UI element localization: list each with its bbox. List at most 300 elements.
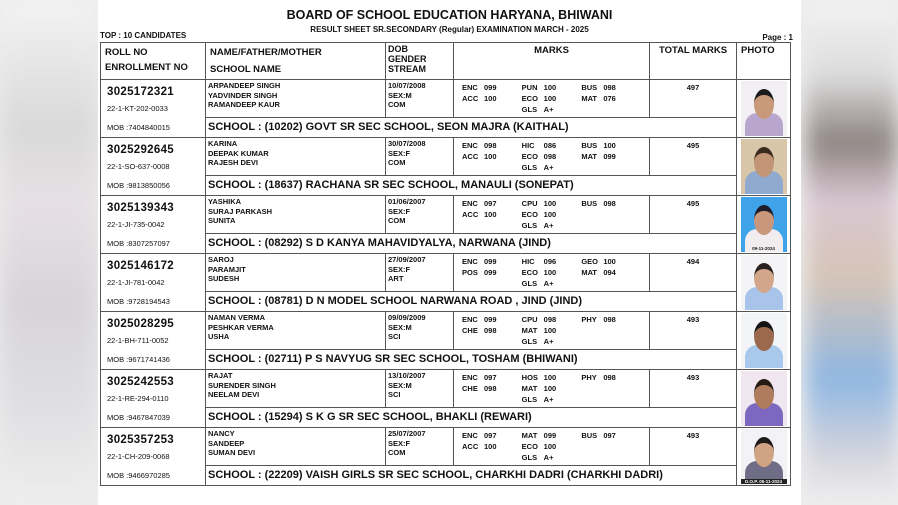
- column-header-marks: MARKS: [454, 43, 650, 80]
- subject-score: 098: [484, 326, 497, 335]
- enrollment-number: 22-1-BH-711-0052: [107, 336, 169, 345]
- name-header: NAME/FATHER/MOTHER: [210, 47, 322, 58]
- dob-header: DOB: [388, 44, 408, 54]
- candidate-row-top: [101, 254, 791, 292]
- subject-code: [462, 278, 484, 289]
- subject-score: A+: [543, 453, 554, 462]
- subject-code: ECO: [521, 152, 538, 161]
- subject-mark-empty: [462, 394, 522, 405]
- photo-cell: [737, 312, 791, 370]
- name-cell: [206, 80, 386, 118]
- subject-code: ENC: [462, 257, 478, 266]
- marks-cell: [454, 138, 650, 176]
- board-title: BOARD OF SCHOOL EDUCATION HARYANA, BHIWANI: [286, 8, 613, 22]
- enrollment-header: ENROLLMENT NO: [105, 62, 188, 73]
- marks-cell: [454, 196, 650, 234]
- subject-mark-hic: [522, 140, 582, 151]
- subject-mark-empty: [581, 394, 641, 405]
- subject-mark-empty: [581, 209, 641, 220]
- subject-code: [462, 336, 484, 347]
- subject-score: 100: [543, 442, 557, 451]
- photo-head-shape: [754, 263, 774, 293]
- stream: SCI: [388, 332, 401, 341]
- top-candidates-label: TOP : 10 CANDIDATES: [100, 31, 187, 40]
- page-number: Page : 1: [762, 33, 793, 42]
- subject-code: HIC: [521, 141, 535, 150]
- subject-code: ACC: [462, 152, 479, 161]
- father-name: SURENDER SINGH: [208, 380, 276, 390]
- subject-score: 096: [543, 257, 557, 266]
- results-table: [100, 42, 791, 486]
- enrollment-number: 22-1-KT-202-0033: [107, 104, 168, 113]
- dob-cell: [386, 196, 454, 234]
- subject-mark-eco: [522, 151, 582, 162]
- marks-grid: [462, 198, 641, 231]
- photo-head-shape: [754, 437, 774, 467]
- subject-mark-eco: [522, 93, 582, 104]
- subject-code: POS: [462, 268, 478, 277]
- subject-code: ECO: [521, 94, 538, 103]
- subject-mark-empty: [581, 383, 641, 394]
- subject-score: 100: [543, 373, 557, 382]
- candidate-name: KARINA: [208, 139, 238, 148]
- subject-mark-mat: [522, 325, 582, 336]
- subject-mark-empty: [462, 220, 522, 231]
- subject-code: CPU: [521, 315, 538, 324]
- subject-mark-empty: [581, 220, 641, 231]
- subject-score: 100: [543, 384, 557, 393]
- subject-mark-che: [462, 325, 522, 336]
- subject-mark-enc: [462, 430, 522, 441]
- marks-cell: [454, 370, 650, 408]
- roll-number: 3025292645: [107, 144, 174, 156]
- subject-code: [462, 220, 484, 231]
- photo-cell: [737, 254, 791, 312]
- photo-cell: [737, 196, 791, 254]
- school-name: SCHOOL : (08781) D N MODEL SCHOOL NARWANA ROAD , JIND (JIND): [206, 292, 737, 312]
- subject-code: BUS: [581, 141, 598, 150]
- subject-code: GLS: [521, 453, 538, 462]
- subject-score: A+: [543, 163, 554, 172]
- subject-score: A+: [543, 105, 554, 114]
- subject-code: [462, 394, 484, 405]
- candidate-row-top: [101, 138, 791, 176]
- subject-mark-gls: [522, 452, 582, 463]
- father-name: PESHKAR VERMA: [208, 322, 274, 332]
- name-cell: [206, 312, 386, 350]
- roll-number: 3025357253: [107, 434, 174, 446]
- subject-mark-empty: [581, 336, 641, 347]
- subject-mark-enc: [462, 82, 522, 93]
- subject-code: BUS: [581, 431, 598, 440]
- subject-score: 099: [603, 152, 616, 161]
- subject-code: ACC: [462, 94, 479, 103]
- roll-no-header: ROLL NO: [105, 47, 148, 58]
- stream: COM: [388, 216, 406, 225]
- subject-code: [581, 220, 603, 231]
- subject-score: 094: [603, 268, 616, 277]
- candidate-photo: [741, 313, 787, 368]
- subject-mark-pun: [522, 82, 582, 93]
- mobile-number: MOB :9467847039: [107, 413, 170, 422]
- subject-mark-empty: [581, 162, 641, 173]
- subject-code: BUS: [581, 199, 598, 208]
- mobile-number: MOB :9466970285: [107, 471, 170, 480]
- subject-mark-bus: [581, 430, 641, 441]
- subject-code: GLS: [521, 163, 538, 172]
- candidate-photo: [741, 371, 787, 426]
- subject-code: CPU: [521, 199, 538, 208]
- subject-mark-enc: [462, 198, 522, 209]
- subject-mark-bus: [581, 82, 641, 93]
- subject-code: ENC: [462, 431, 478, 440]
- subject-code: [581, 441, 603, 452]
- subject-code: [581, 104, 603, 115]
- subject-code: PHY: [581, 373, 597, 382]
- roll-cell: [101, 80, 206, 138]
- dob-cell: [386, 428, 454, 466]
- subject-mark-empty: [581, 104, 641, 115]
- father-name: DEEPAK KUMAR: [208, 148, 269, 158]
- dob-cell: [386, 254, 454, 292]
- candidate-name: YASHIKA: [208, 197, 242, 206]
- subject-score: 098: [603, 199, 616, 208]
- stream: SCI: [388, 390, 401, 399]
- subject-score: 100: [543, 268, 557, 277]
- column-header-dob: [386, 43, 454, 80]
- roll-number: 3025146172: [107, 260, 174, 272]
- subject-score: 097: [484, 373, 497, 382]
- subject-code: [581, 336, 603, 347]
- subject-mark-enc: [462, 140, 522, 151]
- roll-number: 3025172321: [107, 86, 174, 98]
- dob-cell: [386, 370, 454, 408]
- subject-code: MAT: [581, 94, 598, 103]
- subject-score: 086: [543, 141, 557, 150]
- school-name-header: SCHOOL NAME: [210, 64, 282, 75]
- subject-score: 100: [603, 257, 616, 266]
- photo-head-shape: [754, 205, 774, 235]
- subject-mark-gls: [522, 394, 582, 405]
- subject-mark-mat: [581, 151, 641, 162]
- subject-mark-pos: [462, 267, 522, 278]
- candidate-photo: [741, 255, 787, 310]
- subject-code: BUS: [581, 83, 598, 92]
- photo-cell: [737, 80, 791, 138]
- subject-score: 098: [543, 152, 557, 161]
- name-cell: [206, 254, 386, 292]
- column-header-roll: [101, 43, 206, 80]
- subject-mark-gls: [522, 162, 582, 173]
- subject-score: 098: [603, 315, 616, 324]
- subject-mark-eco: [522, 267, 582, 278]
- subject-mark-cpu: [522, 198, 582, 209]
- candidate-name: SAROJ: [208, 255, 234, 264]
- subject-score: A+: [543, 279, 554, 288]
- subject-code: CHE: [462, 384, 478, 393]
- subject-score: 098: [603, 373, 616, 382]
- subject-mark-empty: [581, 452, 641, 463]
- photo-date-stamp: 09-11-2024: [752, 246, 775, 251]
- name-cell: [206, 196, 386, 234]
- subject-mark-mat: [581, 93, 641, 104]
- name-cell: [206, 138, 386, 176]
- subject-code: [581, 394, 603, 405]
- subject-score: 100: [603, 141, 616, 150]
- subject-code: ENC: [462, 83, 478, 92]
- total-marks: 495: [650, 196, 737, 234]
- candidate-name: RAJAT: [208, 371, 233, 380]
- photo-head-shape: [754, 379, 774, 409]
- name-cell: [206, 370, 386, 408]
- subject-score: 100: [484, 94, 497, 103]
- school-name: SCHOOL : (10202) GOVT SR SEC SCHOOL, SEON MAJRA (KAITHAL): [206, 118, 737, 138]
- subject-code: HOS: [521, 373, 538, 382]
- marks-grid: [462, 430, 641, 463]
- candidate-row-top: [101, 80, 791, 118]
- total-marks: 493: [650, 428, 737, 466]
- photo-head-shape: [754, 89, 774, 119]
- roll-number: 3025139343: [107, 202, 174, 214]
- subject-mark-mat: [581, 267, 641, 278]
- subject-mark-gls: [522, 104, 582, 115]
- subject-mark-gls: [522, 336, 582, 347]
- subject-score: 098: [484, 141, 497, 150]
- marks-grid: [462, 256, 641, 289]
- subject-mark-bus: [581, 140, 641, 151]
- roll-cell: [101, 138, 206, 196]
- subject-code: GLS: [521, 221, 538, 230]
- subject-code: ENC: [462, 141, 478, 150]
- subject-mark-phy: [581, 314, 641, 325]
- subject-mark-acc: [462, 441, 522, 452]
- total-marks: 494: [650, 254, 737, 292]
- subject-code: GEO: [581, 257, 598, 266]
- subject-code: [581, 209, 603, 220]
- gender: SEX:M: [388, 90, 412, 100]
- gender: SEX:M: [388, 322, 412, 332]
- table-header-row: [101, 43, 791, 80]
- subject-code: GLS: [521, 395, 538, 404]
- subject-mark-acc: [462, 151, 522, 162]
- subject-score: 098: [603, 83, 616, 92]
- subject-score: 099: [543, 431, 557, 440]
- gender: SEX:F: [388, 148, 411, 158]
- subject-code: [462, 104, 484, 115]
- father-name: PARAMJIT: [208, 264, 246, 274]
- subject-mark-mat: [522, 383, 582, 394]
- date-of-birth: 25/07/2007: [388, 429, 426, 438]
- marks-cell: [454, 254, 650, 292]
- subject-score: 099: [484, 268, 497, 277]
- father-name: SANDEEP: [208, 438, 245, 448]
- blurred-background-left: [0, 0, 98, 505]
- gender-header: GENDER: [388, 54, 427, 64]
- enrollment-number: 22-1-CH-209-0068: [107, 452, 170, 461]
- gender: SEX:F: [388, 264, 411, 274]
- total-marks: 497: [650, 80, 737, 118]
- marks-grid: [462, 82, 641, 115]
- total-marks: 493: [650, 370, 737, 408]
- column-header-photo: PHOTO: [737, 43, 791, 80]
- subject-mark-enc: [462, 314, 522, 325]
- mother-name: SUNITA: [208, 216, 236, 225]
- subject-mark-empty: [581, 278, 641, 289]
- photo-cell: [737, 370, 791, 428]
- subject-code: CHE: [462, 326, 478, 335]
- candidate-name: NAMAN VERMA: [208, 313, 266, 322]
- roll-number: 3025242553: [107, 376, 174, 388]
- subject-score: 099: [484, 257, 497, 266]
- mother-name: NEELAM DEVI: [208, 390, 260, 399]
- marks-grid: [462, 314, 641, 347]
- subject-score: 100: [543, 326, 557, 335]
- column-header-total: TOTAL MARKS: [650, 43, 737, 80]
- subject-code: ECO: [521, 442, 538, 451]
- subject-score: 098: [484, 384, 497, 393]
- subject-mark-bus: [581, 198, 641, 209]
- column-header-name: [206, 43, 386, 80]
- subject-code: [581, 325, 603, 336]
- candidate-row-top: [101, 312, 791, 350]
- subject-score: A+: [543, 395, 554, 404]
- photo-head-shape: [754, 147, 774, 177]
- date-of-birth: 01/06/2007: [388, 197, 426, 206]
- photo-cell: [737, 138, 791, 196]
- candidate-row-top: [101, 428, 791, 466]
- dob-cell: [386, 138, 454, 176]
- mobile-number: MOB :9671741436: [107, 355, 170, 364]
- subject-mark-empty: [581, 325, 641, 336]
- subject-mark-cpu: [522, 314, 582, 325]
- date-of-birth: 27/09/2007: [388, 255, 426, 264]
- subject-score: 076: [603, 94, 616, 103]
- name-cell: [206, 428, 386, 466]
- subject-mark-empty: [581, 441, 641, 452]
- marks-cell: [454, 428, 650, 466]
- subject-mark-eco: [522, 209, 582, 220]
- subject-mark-mat: [522, 430, 582, 441]
- mother-name: SUDESH: [208, 274, 240, 283]
- school-name: SCHOOL : (18637) RACHANA SR SEC SCHOOL, MANAULI (SONEPAT): [206, 176, 737, 196]
- subject-mark-hos: [522, 372, 582, 383]
- roll-cell: [101, 370, 206, 428]
- date-of-birth: 30/07/2008: [388, 139, 426, 148]
- subject-code: GLS: [521, 279, 538, 288]
- subject-code: MAT: [521, 326, 538, 335]
- stream: COM: [388, 448, 406, 457]
- photo-date-stamp: D.O.P. 05-11-2024: [741, 479, 787, 484]
- enrollment-number: 22-1-JI-781-0042: [107, 278, 165, 287]
- stream: COM: [388, 158, 406, 167]
- subject-code: MAT: [521, 384, 538, 393]
- mother-name: USHA: [208, 332, 230, 341]
- subject-score: 100: [543, 94, 557, 103]
- mobile-number: MOB :9813850056: [107, 181, 170, 190]
- subject-code: MAT: [581, 152, 598, 161]
- candidate-photo: [741, 81, 787, 136]
- subject-code: [581, 452, 603, 463]
- marks-cell: [454, 312, 650, 350]
- photo-cell: [737, 428, 791, 486]
- candidate-photo: [741, 197, 787, 252]
- subject-code: [462, 162, 484, 173]
- subject-score: A+: [543, 337, 554, 346]
- subject-code: PUN: [521, 83, 538, 92]
- subject-mark-enc: [462, 372, 522, 383]
- subject-code: PHY: [581, 315, 597, 324]
- candidate-name: NANCY: [208, 429, 235, 438]
- subject-mark-acc: [462, 209, 522, 220]
- subject-code: GLS: [521, 105, 538, 114]
- subject-code: GLS: [521, 337, 538, 346]
- subject-mark-empty: [462, 162, 522, 173]
- subject-code: ENC: [462, 315, 478, 324]
- subject-score: 099: [484, 315, 497, 324]
- subject-mark-eco: [522, 441, 582, 452]
- subject-code: [462, 452, 484, 463]
- mobile-number: MOB :8307257097: [107, 239, 170, 248]
- subject-mark-gls: [522, 220, 582, 231]
- subject-score: 100: [543, 199, 557, 208]
- subject-code: HIC: [521, 257, 535, 266]
- subject-score: 097: [484, 431, 497, 440]
- mobile-number: MOB :7404840015: [107, 123, 170, 132]
- candidate-row-top: [101, 370, 791, 408]
- mobile-number: MOB :9728194543: [107, 297, 170, 306]
- school-name: SCHOOL : (22209) VAISH GIRLS SR SEC SCHOOL, CHARKHI DADRI (CHARKHI DADRI): [206, 466, 737, 486]
- subject-code: [581, 278, 603, 289]
- subject-code: ENC: [462, 373, 478, 382]
- roll-number: 3025028295: [107, 318, 174, 330]
- mother-name: RAMANDEEP KAUR: [208, 100, 280, 109]
- candidate-name: ARPANDEEP SINGH: [208, 81, 281, 90]
- subject-score: 099: [484, 83, 497, 92]
- candidate-row-top: [101, 196, 791, 234]
- subject-score: 097: [484, 199, 497, 208]
- enrollment-number: 22-1-SO-637-0008: [107, 162, 170, 171]
- subject-score: 100: [484, 152, 497, 161]
- subject-code: ACC: [462, 442, 479, 451]
- subject-code: ECO: [521, 268, 538, 277]
- gender: SEX:F: [388, 438, 411, 448]
- school-name: SCHOOL : (08292) S D KANYA MAHAVIDYALYA, NARWANA (JIND): [206, 234, 737, 254]
- subject-mark-empty: [462, 278, 522, 289]
- father-name: SURAJ PARKASH: [208, 206, 273, 216]
- subject-mark-hic: [522, 256, 582, 267]
- stream: ART: [388, 274, 404, 283]
- mother-name: RAJESH DEVI: [208, 158, 259, 167]
- subject-score: 098: [543, 315, 557, 324]
- subject-score: 097: [603, 431, 616, 440]
- roll-cell: [101, 428, 206, 486]
- subject-mark-acc: [462, 93, 522, 104]
- subject-code: ECO: [521, 210, 538, 219]
- subject-mark-enc: [462, 256, 522, 267]
- roll-cell: [101, 254, 206, 312]
- blurred-background-right: [806, 0, 898, 505]
- subject-code: MAT: [521, 431, 538, 440]
- subject-score: 100: [543, 83, 557, 92]
- candidate-photo: [741, 429, 787, 484]
- result-sheet-page: [98, 0, 801, 505]
- gender: SEX:M: [388, 380, 412, 390]
- subject-mark-empty: [462, 104, 522, 115]
- stream-header: STREAM: [388, 64, 426, 74]
- subject-score: 100: [484, 442, 497, 451]
- stream: COM: [388, 100, 406, 109]
- roll-cell: [101, 312, 206, 370]
